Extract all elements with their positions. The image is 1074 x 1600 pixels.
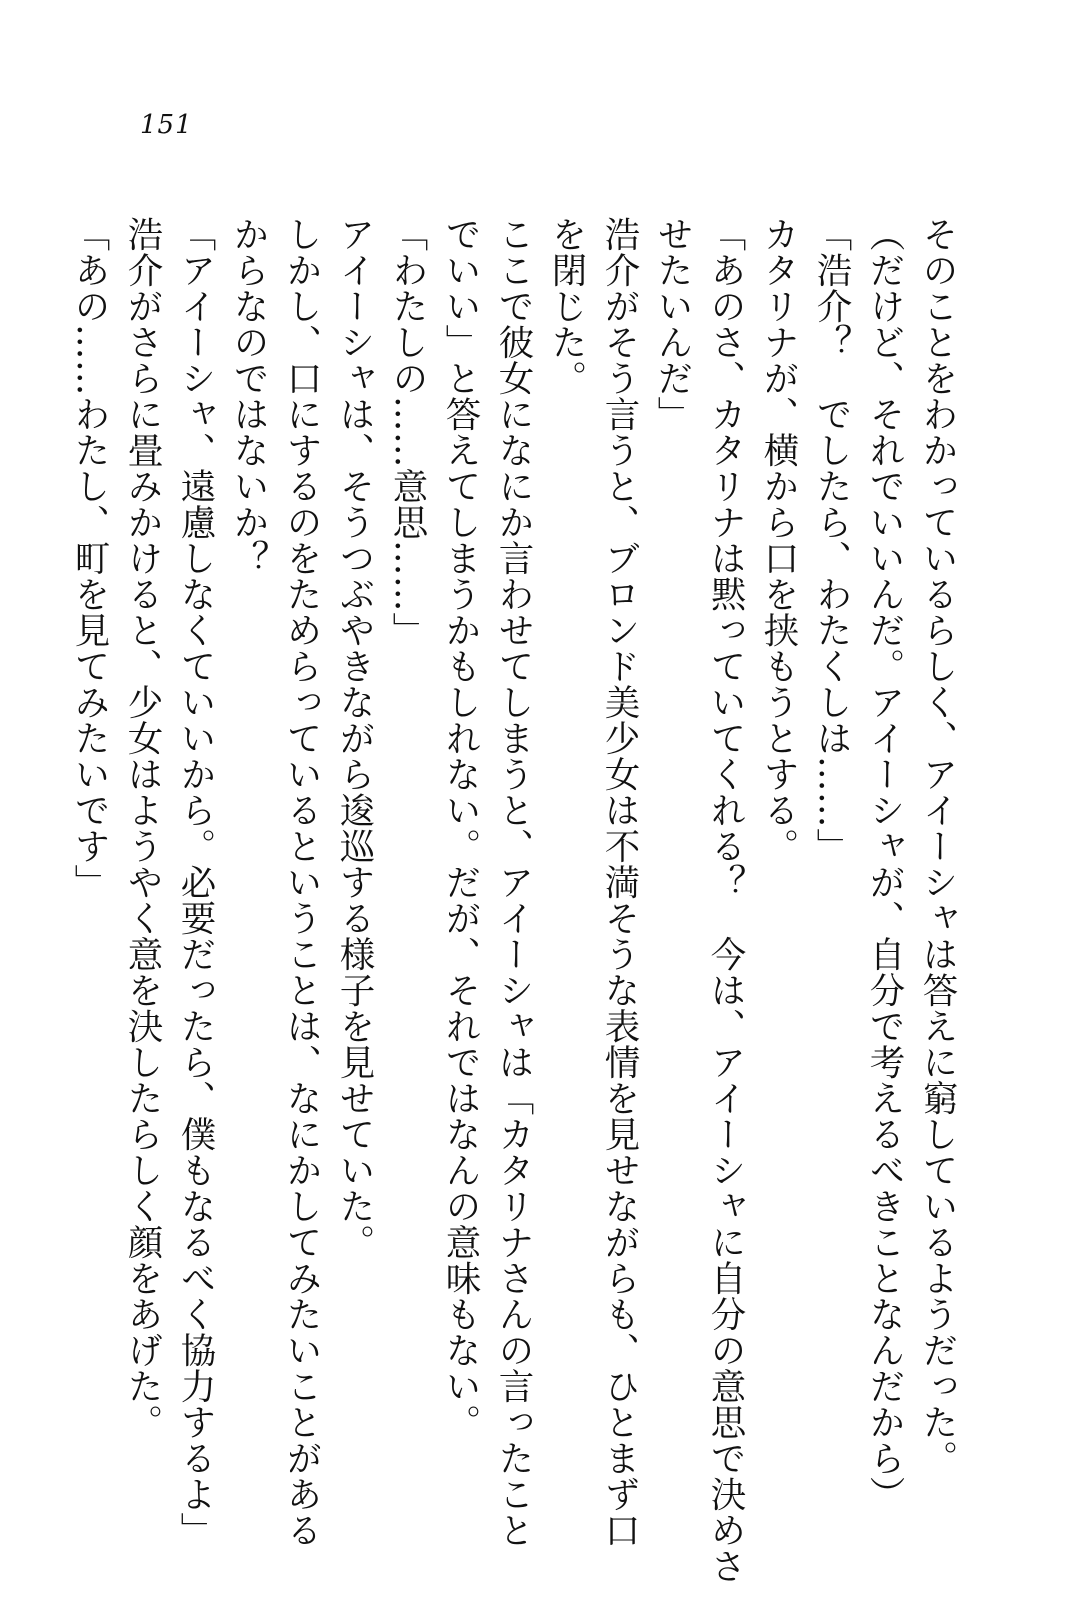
text-line: 「あの……わたし、町を見てみたいです」 [69,216,110,900]
text-line: でいい」と答えてしまうかもしれない。だが、それではなんの意味もない。 [440,216,481,1440]
text-line: 「浩介？ でしたら、わたくしは……」 [811,216,852,864]
text-line: そのことをわかっているらしく、アイーシャは答えに窮しているようだった。 [917,216,958,1476]
text-line: ここで彼女になにか言わせてしまうと、アイーシャは「カタリナさんの言ったこと [493,216,534,1548]
text-line: カタリナが、横から口を挟もうとする。 [758,216,799,864]
vertical-text-body [69,216,964,1584]
text-line: （だけど、それでいいんだ。アイーシャが、自分で考えるべきことなんだから） [864,216,905,1512]
text-line: 「アイーシャ、遠慮しなくていいから。必要だったら、僕もなるべく協力するよ」 [175,216,216,1548]
page-number: 151 [140,110,193,140]
text-line: 浩介がそう言うと、ブロンド美少女は不満そうな表情を見せながらも、ひとまず口 [599,216,640,1548]
text-line: を閉じた。 [546,216,587,396]
text-line: アイーシャは、そうつぶやきながら逡巡する様子を見せていた。 [334,216,375,1260]
text-line: しかし、口にするのをためらっているということは、なにかしてみたいことがある [281,216,322,1548]
text-line: せたいんだ」 [652,216,693,432]
text-line: からなのではないか？ [228,216,269,576]
text-line: 「わたしの……意思……」 [387,216,428,648]
text-line: 浩介がさらに畳みかけると、少女はようやく意を決したらしく顔をあげた。 [122,216,163,1440]
text-line: 「あのさ、カタリナは黙っていてくれる？ 今は、アイーシャに自分の意思で決めさ [705,216,746,1584]
